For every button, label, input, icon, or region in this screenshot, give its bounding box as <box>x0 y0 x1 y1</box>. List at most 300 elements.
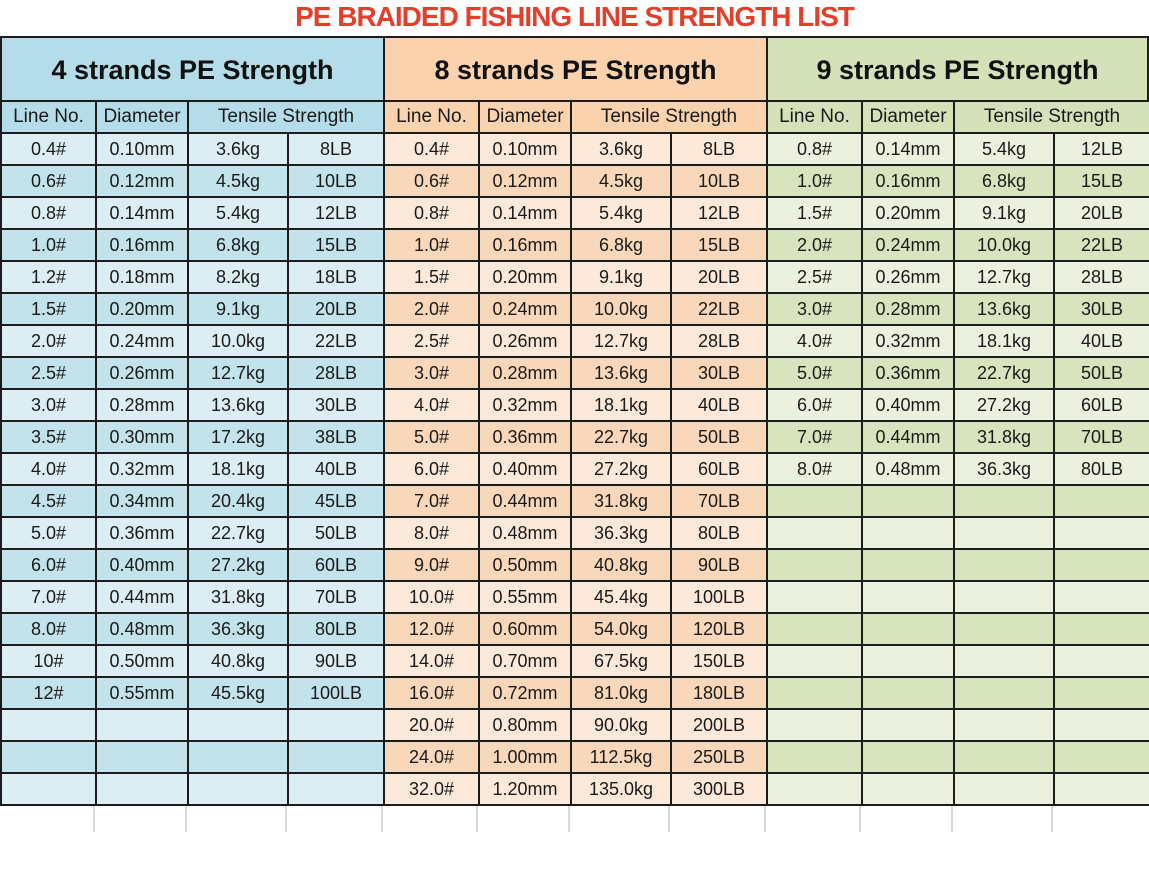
table-cell: 15LB <box>671 229 767 261</box>
table-cell <box>954 645 1054 677</box>
table-cell: 8.2kg <box>188 261 288 293</box>
table-cell: 7.0# <box>767 421 862 453</box>
table-cell: 3.0# <box>1 389 96 421</box>
table-cell: 2.0# <box>767 229 862 261</box>
empty-spreadsheet-cell <box>383 806 478 832</box>
table-row <box>384 645 767 677</box>
table-cell: 0.55mm <box>479 581 571 613</box>
table-cell: 0.24mm <box>862 229 954 261</box>
table-cell: 0.12mm <box>479 165 571 197</box>
empty-spreadsheet-cell <box>287 806 383 832</box>
table-cell: 6.0# <box>1 549 96 581</box>
column-header-row <box>767 101 1149 133</box>
table-cell: 4.0# <box>767 325 862 357</box>
table-cell: 100LB <box>288 677 384 709</box>
table-row-empty <box>767 485 1149 517</box>
table-cell: 16.0# <box>384 677 479 709</box>
table-cell: 0.44mm <box>862 421 954 453</box>
table-cell <box>954 773 1054 805</box>
table-cell: 2.5# <box>384 325 479 357</box>
table-cell: 200LB <box>671 709 767 741</box>
table-cell: 0.48mm <box>862 453 954 485</box>
table-cell: 0.36mm <box>479 421 571 453</box>
table-cell: 0.34mm <box>96 485 188 517</box>
table-cell: 31.8kg <box>954 421 1054 453</box>
section-8-strands-body <box>384 133 767 805</box>
table-cell: 50LB <box>671 421 767 453</box>
table-cell <box>96 709 188 741</box>
table-cell: 0.28mm <box>479 357 571 389</box>
empty-spreadsheet-cell <box>95 806 187 832</box>
table-cell: 0.12mm <box>96 165 188 197</box>
table-row-empty <box>1 773 384 805</box>
table-cell <box>862 645 954 677</box>
table-cell: 20LB <box>1054 197 1149 229</box>
table-row <box>384 421 767 453</box>
table-cell: 2.0# <box>1 325 96 357</box>
table-cell: 8.0# <box>1 613 96 645</box>
table-cell <box>96 741 188 773</box>
section-9-strands <box>766 36 1149 806</box>
table-cell: 15LB <box>288 229 384 261</box>
table-cell: 10.0# <box>384 581 479 613</box>
table-row <box>1 197 384 229</box>
table-row-empty <box>767 741 1149 773</box>
section-9-strands-column-headers <box>767 101 1149 133</box>
table-cell: 20.0# <box>384 709 479 741</box>
table-row <box>384 229 767 261</box>
table-cell: 0.4# <box>1 133 96 165</box>
table-cell: 5.4kg <box>188 197 288 229</box>
table-row <box>1 229 384 261</box>
table-cell: 40LB <box>671 389 767 421</box>
table-cell: 0.26mm <box>96 357 188 389</box>
table-row-empty <box>767 709 1149 741</box>
section-4-strands-table <box>0 100 385 806</box>
table-row <box>1 325 384 357</box>
table-cell <box>954 581 1054 613</box>
table-row <box>767 325 1149 357</box>
table-row <box>1 133 384 165</box>
table-cell: 5.4kg <box>571 197 671 229</box>
table-cell: 45.4kg <box>571 581 671 613</box>
table-cell: 27.2kg <box>188 549 288 581</box>
table-cell: 1.20mm <box>479 773 571 805</box>
table-cell: 22.7kg <box>188 517 288 549</box>
table-cell: 0.16mm <box>96 229 188 261</box>
table-cell: 28LB <box>1054 261 1149 293</box>
table-cell: 2.5# <box>767 261 862 293</box>
table-cell: 90LB <box>671 549 767 581</box>
empty-spreadsheet-cell <box>1053 806 1149 832</box>
table-row <box>384 165 767 197</box>
table-cell <box>1054 485 1149 517</box>
table-row <box>384 677 767 709</box>
table-cell: 90.0kg <box>571 709 671 741</box>
table-cell: 4.5kg <box>188 165 288 197</box>
table-cell: 6.0# <box>767 389 862 421</box>
table-cell: 5.0# <box>1 517 96 549</box>
table-cell: 1.00mm <box>479 741 571 773</box>
table-cell: 300LB <box>671 773 767 805</box>
empty-spreadsheet-cell <box>861 806 953 832</box>
table-cell: 1.5# <box>384 261 479 293</box>
table-row-empty <box>767 773 1149 805</box>
table-row <box>767 453 1149 485</box>
table-cell <box>188 773 288 805</box>
empty-spreadsheet-cell <box>670 806 766 832</box>
table-cell: 0.8# <box>767 133 862 165</box>
table-row <box>767 261 1149 293</box>
table-cell: 20LB <box>671 261 767 293</box>
table-cell: 18LB <box>288 261 384 293</box>
table-cell: 0.60mm <box>479 613 571 645</box>
table-cell: 9.1kg <box>954 197 1054 229</box>
table-cell <box>862 773 954 805</box>
table-cell: 28LB <box>671 325 767 357</box>
table-cell: 9.1kg <box>571 261 671 293</box>
table-cell: 27.2kg <box>571 453 671 485</box>
table-cell: 0.30mm <box>96 421 188 453</box>
table-cell: 0.44mm <box>479 485 571 517</box>
table-row <box>384 261 767 293</box>
table-cell: 0.14mm <box>479 197 571 229</box>
table-cell <box>767 613 862 645</box>
table-cell: 0.4# <box>384 133 479 165</box>
table-cell: 9.0# <box>384 549 479 581</box>
table-cell: 27.2kg <box>954 389 1054 421</box>
table-cell: 6.8kg <box>954 165 1054 197</box>
table-row <box>1 485 384 517</box>
table-cell <box>862 709 954 741</box>
table-cell: 32.0# <box>384 773 479 805</box>
table-cell <box>188 741 288 773</box>
table-row <box>384 549 767 581</box>
table-row <box>1 357 384 389</box>
table-cell: 12.7kg <box>954 261 1054 293</box>
table-cell <box>862 741 954 773</box>
table-cell: 0.18mm <box>96 261 188 293</box>
table-cell <box>954 613 1054 645</box>
table-cell: 36.3kg <box>188 613 288 645</box>
table-cell: 1.2# <box>1 261 96 293</box>
table-cell: 28LB <box>288 357 384 389</box>
table-cell: 12.7kg <box>188 357 288 389</box>
table-cell: 150LB <box>671 645 767 677</box>
table-cell: 0.32mm <box>479 389 571 421</box>
page-title: PE BRAIDED FISHING LINE STRENGTH LIST <box>295 1 854 32</box>
table-cell: 0.50mm <box>96 645 188 677</box>
tables-row <box>0 36 1149 806</box>
empty-spreadsheet-cell <box>570 806 670 832</box>
table-cell: 10LB <box>288 165 384 197</box>
table-cell: 0.48mm <box>479 517 571 549</box>
table-cell <box>862 485 954 517</box>
table-cell: 60LB <box>288 549 384 581</box>
table-cell: 80LB <box>671 517 767 549</box>
table-cell: 40LB <box>1054 325 1149 357</box>
table-cell: 0.55mm <box>96 677 188 709</box>
table-row <box>1 421 384 453</box>
table-cell: 4.5# <box>1 485 96 517</box>
table-cell <box>954 677 1054 709</box>
column-header-row <box>1 101 384 133</box>
section-8-strands-table <box>383 100 768 806</box>
table-cell: 45.5kg <box>188 677 288 709</box>
table-cell: 0.14mm <box>862 133 954 165</box>
table-cell: 31.8kg <box>571 485 671 517</box>
table-cell: 6.8kg <box>188 229 288 261</box>
table-cell: 12.7kg <box>571 325 671 357</box>
section-9-strands-table <box>766 100 1149 806</box>
column-header-diameter: Diameter <box>862 101 954 133</box>
table-cell <box>767 741 862 773</box>
table-cell: 40.8kg <box>188 645 288 677</box>
table-cell: 6.8kg <box>571 229 671 261</box>
table-cell: 4.5kg <box>571 165 671 197</box>
table-cell: 10# <box>1 645 96 677</box>
table-cell: 3.0# <box>767 293 862 325</box>
table-cell: 135.0kg <box>571 773 671 805</box>
table-cell <box>1054 741 1149 773</box>
table-cell: 1.0# <box>767 165 862 197</box>
table-cell: 0.72mm <box>479 677 571 709</box>
table-cell: 18.1kg <box>571 389 671 421</box>
table-cell: 60LB <box>671 453 767 485</box>
table-cell: 0.16mm <box>862 165 954 197</box>
table-cell: 31.8kg <box>188 581 288 613</box>
table-cell: 12.0# <box>384 613 479 645</box>
table-cell: 10.0kg <box>571 293 671 325</box>
table-cell <box>767 549 862 581</box>
table-cell: 0.10mm <box>96 133 188 165</box>
table-cell: 2.5# <box>1 357 96 389</box>
empty-spreadsheet-cell <box>0 806 95 832</box>
table-cell: 54.0kg <box>571 613 671 645</box>
table-cell: 5.0# <box>384 421 479 453</box>
table-cell: 1.5# <box>1 293 96 325</box>
table-cell: 8.0# <box>384 517 479 549</box>
table-cell: 1.0# <box>1 229 96 261</box>
table-cell: 1.5# <box>767 197 862 229</box>
table-row <box>384 773 767 805</box>
table-cell: 10LB <box>671 165 767 197</box>
table-row <box>384 453 767 485</box>
table-cell: 13.6kg <box>188 389 288 421</box>
table-cell: 90LB <box>288 645 384 677</box>
table-cell: 0.26mm <box>479 325 571 357</box>
table-cell <box>1054 773 1149 805</box>
table-cell <box>767 581 862 613</box>
table-row-empty <box>767 677 1149 709</box>
table-cell: 112.5kg <box>571 741 671 773</box>
table-cell <box>862 549 954 581</box>
table-row <box>767 293 1149 325</box>
table-row <box>767 357 1149 389</box>
table-cell: 0.40mm <box>479 453 571 485</box>
table-row-empty <box>767 613 1149 645</box>
table-cell <box>1 709 96 741</box>
table-cell <box>767 709 862 741</box>
table-row <box>1 261 384 293</box>
table-cell <box>862 677 954 709</box>
table-cell <box>862 613 954 645</box>
table-row <box>384 197 767 229</box>
section-4-strands <box>0 36 383 806</box>
section-9-strands-body <box>767 133 1149 805</box>
table-cell: 13.6kg <box>571 357 671 389</box>
table-row <box>767 133 1149 165</box>
table-cell: 70LB <box>671 485 767 517</box>
column-header-diameter: Diameter <box>479 101 571 133</box>
table-row <box>384 485 767 517</box>
table-cell: 250LB <box>671 741 767 773</box>
table-cell: 20LB <box>288 293 384 325</box>
table-cell: 45LB <box>288 485 384 517</box>
table-cell: 0.36mm <box>862 357 954 389</box>
table-cell: 81.0kg <box>571 677 671 709</box>
table-cell: 0.44mm <box>96 581 188 613</box>
table-cell: 10.0kg <box>954 229 1054 261</box>
table-cell: 12# <box>1 677 96 709</box>
empty-spreadsheet-cell <box>766 806 861 832</box>
table-cell: 70LB <box>1054 421 1149 453</box>
table-cell: 67.5kg <box>571 645 671 677</box>
table-row <box>1 389 384 421</box>
table-row <box>384 581 767 613</box>
table-cell: 0.20mm <box>96 293 188 325</box>
table-cell: 0.32mm <box>862 325 954 357</box>
table-row <box>384 517 767 549</box>
table-row <box>1 549 384 581</box>
table-cell: 0.14mm <box>96 197 188 229</box>
table-cell: 20.4kg <box>188 485 288 517</box>
table-cell: 38LB <box>288 421 384 453</box>
table-cell: 22.7kg <box>954 357 1054 389</box>
table-cell: 1.0# <box>384 229 479 261</box>
table-row <box>767 421 1149 453</box>
table-cell: 80LB <box>1054 453 1149 485</box>
table-cell <box>288 773 384 805</box>
table-row <box>384 133 767 165</box>
table-row <box>1 613 384 645</box>
table-cell: 60LB <box>1054 389 1149 421</box>
table-row <box>1 293 384 325</box>
table-cell: 2.0# <box>384 293 479 325</box>
table-cell: 0.70mm <box>479 645 571 677</box>
column-header-tensile-strength: Tensile Strength <box>954 101 1149 133</box>
section-9-strands-header: 9 strands PE Strength <box>766 36 1149 100</box>
table-cell <box>767 677 862 709</box>
table-cell: 6.0# <box>384 453 479 485</box>
table-row <box>384 293 767 325</box>
table-cell <box>1 741 96 773</box>
table-cell <box>1 773 96 805</box>
table-row-empty <box>1 709 384 741</box>
table-row <box>767 389 1149 421</box>
table-cell: 7.0# <box>1 581 96 613</box>
table-cell <box>1054 709 1149 741</box>
table-row <box>767 197 1149 229</box>
table-cell: 18.1kg <box>188 453 288 485</box>
table-cell: 3.6kg <box>571 133 671 165</box>
table-cell: 0.28mm <box>862 293 954 325</box>
table-row <box>1 645 384 677</box>
table-row <box>384 325 767 357</box>
column-header-row <box>384 101 767 133</box>
section-8-strands <box>383 36 766 806</box>
table-cell <box>767 645 862 677</box>
table-row <box>384 357 767 389</box>
table-cell: 70LB <box>288 581 384 613</box>
table-cell: 30LB <box>1054 293 1149 325</box>
table-cell: 30LB <box>671 357 767 389</box>
table-cell: 0.8# <box>1 197 96 229</box>
empty-spreadsheet-cell <box>478 806 570 832</box>
table-row <box>767 165 1149 197</box>
column-header-line-no: Line No. <box>1 101 96 133</box>
table-cell: 8LB <box>288 133 384 165</box>
table-cell: 4.0# <box>1 453 96 485</box>
table-cell: 100LB <box>671 581 767 613</box>
table-cell: 180LB <box>671 677 767 709</box>
table-cell <box>288 741 384 773</box>
table-cell: 40LB <box>288 453 384 485</box>
table-row <box>384 389 767 421</box>
table-cell: 15LB <box>1054 165 1149 197</box>
table-cell: 0.40mm <box>96 549 188 581</box>
table-cell <box>954 709 1054 741</box>
table-cell: 12LB <box>1054 133 1149 165</box>
table-cell: 0.16mm <box>479 229 571 261</box>
table-cell: 40.8kg <box>571 549 671 581</box>
table-cell: 17.2kg <box>188 421 288 453</box>
table-row <box>1 453 384 485</box>
section-4-strands-body <box>1 133 384 805</box>
spreadsheet-bottom-row <box>0 806 1149 832</box>
table-row <box>1 677 384 709</box>
table-cell <box>1054 645 1149 677</box>
section-4-strands-header: 4 strands PE Strength <box>0 36 383 100</box>
table-cell <box>954 485 1054 517</box>
table-cell <box>1054 549 1149 581</box>
table-cell <box>1054 677 1149 709</box>
table-cell: 4.0# <box>384 389 479 421</box>
table-row-empty <box>767 581 1149 613</box>
table-cell: 5.0# <box>767 357 862 389</box>
table-cell: 30LB <box>288 389 384 421</box>
table-cell: 0.32mm <box>96 453 188 485</box>
table-cell: 0.48mm <box>96 613 188 645</box>
table-cell: 0.6# <box>1 165 96 197</box>
table-cell <box>862 581 954 613</box>
table-cell: 12LB <box>288 197 384 229</box>
table-cell: 22.7kg <box>571 421 671 453</box>
section-4-strands-column-headers <box>1 101 384 133</box>
column-header-tensile-strength: Tensile Strength <box>188 101 384 133</box>
table-cell <box>1054 581 1149 613</box>
empty-spreadsheet-cell <box>953 806 1053 832</box>
table-cell: 22LB <box>671 293 767 325</box>
table-cell: 80LB <box>288 613 384 645</box>
table-cell: 12LB <box>671 197 767 229</box>
table-cell: 36.3kg <box>954 453 1054 485</box>
table-cell: 13.6kg <box>954 293 1054 325</box>
table-cell <box>954 549 1054 581</box>
section-8-strands-column-headers <box>384 101 767 133</box>
table-cell: 0.24mm <box>479 293 571 325</box>
table-cell: 24.0# <box>384 741 479 773</box>
